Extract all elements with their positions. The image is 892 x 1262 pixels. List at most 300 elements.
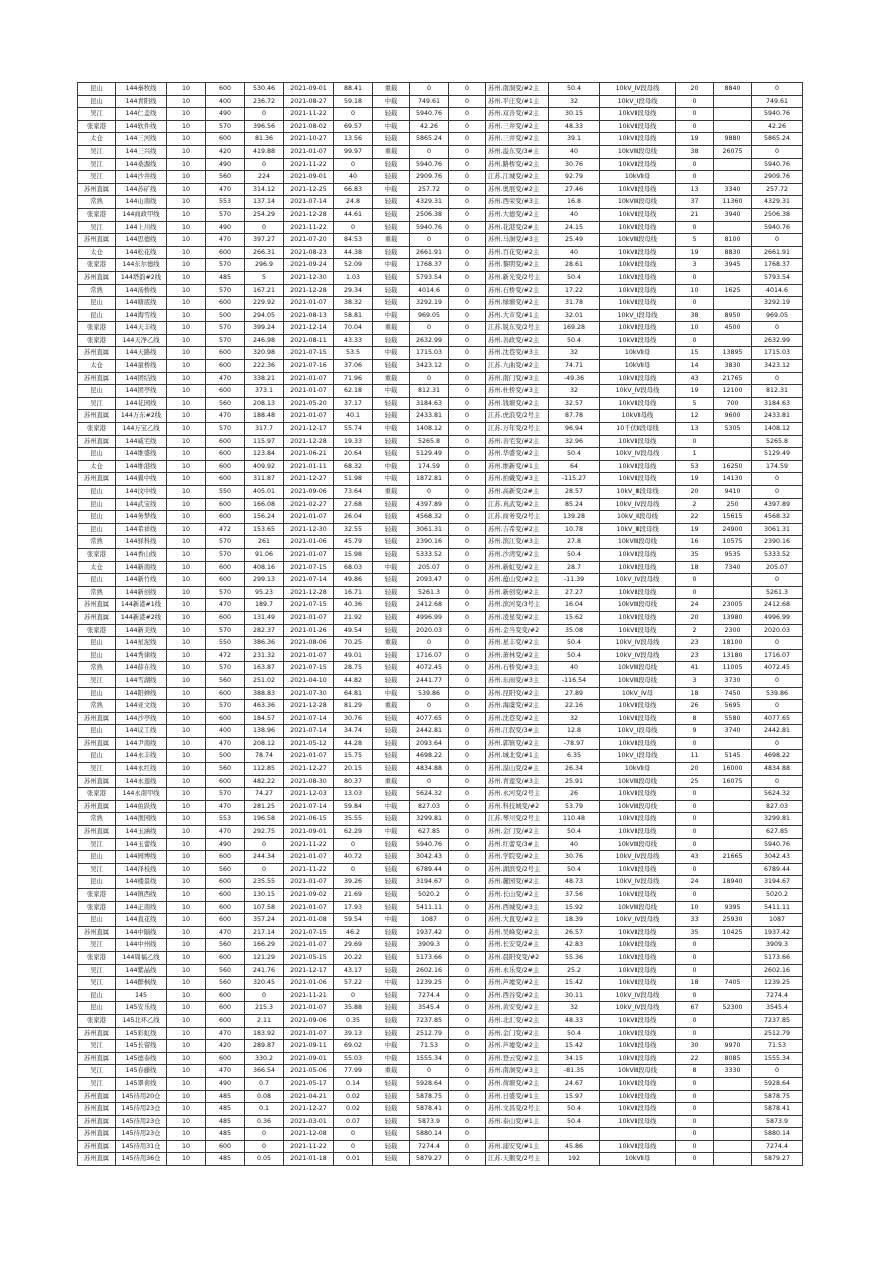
table-cell: 苏州.昆阳变/#2主 [486,687,549,700]
table-cell: 11 [676,750,714,763]
table-cell: 10 [167,322,206,335]
table-cell: 轻载 [373,171,410,184]
table-cell: 812.31 [410,385,449,398]
table-cell: 10kVⅡ段母线 [600,1052,676,1065]
table-cell: 10 [167,410,206,423]
table-cell: 2441.77 [410,674,449,687]
table-row [78,687,803,700]
table-cell: 32 [549,712,600,725]
table-cell: 420 [206,145,245,158]
table-row [78,1040,803,1053]
table-cell: 0 [449,649,486,662]
table-cell: 144天路线 [116,347,167,360]
table-cell: 123.84 [245,448,284,461]
table-cell: 13.03 [334,788,373,801]
table-cell: 吴江 [78,863,116,876]
table-cell: 张家港 [78,901,116,914]
table-cell: 600 [206,989,245,1002]
table-cell: 18 [676,687,714,700]
table-cell: 145长留线 [116,1040,167,1053]
table-cell: 苏州直属 [78,271,116,284]
table-cell: 0 [676,788,714,801]
table-cell: 苏州.杜桥变/#3主 [486,385,549,398]
table-cell [714,826,752,839]
table-cell: 550 [206,637,245,650]
table-cell: 0 [449,1014,486,1027]
table-cell: 3423.12 [410,360,449,373]
table-cell: 30.76 [549,851,600,864]
table-cell: 32 [549,385,600,398]
table-cell: 0 [449,196,486,209]
table-cell: 55.03 [334,1052,373,1065]
table-cell: 0 [449,599,486,612]
table-row [78,183,803,196]
table-cell: 600 [206,611,245,624]
table-cell: 144思德线 [116,234,167,247]
table-cell: 10kVⅡ母线 [600,410,676,423]
table-cell: 0 [449,498,486,511]
table-cell: 0 [245,863,284,876]
table-cell: 13 [676,423,714,436]
table-cell: 0 [449,750,486,763]
table-cell: 10kV_Ⅳ段母线 [600,448,676,461]
table-cell: 2602.16 [410,964,449,977]
table-cell: 张家港 [78,208,116,221]
table-cell: 66.83 [334,183,373,196]
table-row [78,737,803,750]
table-cell: 15.62 [549,611,600,624]
table-cell: 0 [334,863,373,876]
table-cell: 苏州.永河变/2号主 [486,788,549,801]
table-cell: 苏州.维新变/#1主 [486,460,549,473]
table-cell: 3423.12 [752,360,803,373]
table-cell: 10kVⅡ段母线 [600,473,676,486]
table-cell: 10 [167,611,206,624]
table-cell: 2093.64 [410,737,449,750]
table-cell: 2021-07-15 [284,599,334,612]
table-cell: 52300 [714,1002,752,1015]
table-cell: 苏州.浦安变/#1主 [486,1140,549,1153]
table-cell: 苏州直属 [78,1140,116,1153]
table-cell: 苏州直属 [78,712,116,725]
table-cell: 5020.2 [410,889,449,902]
table-cell: 2021-01-07 [284,851,334,864]
table-cell: 10kV_Ⅲ段母线 [600,486,676,499]
table-cell: 中载 [373,120,410,133]
table-cell [714,95,752,108]
table-cell: 23005 [714,599,752,612]
table-cell: 205.07 [752,561,803,574]
table-cell: 10 [167,536,206,549]
table-cell: 49.86 [334,574,373,587]
table-cell: 10kV_Ⅳ段母线 [600,637,676,650]
table-cell: 68.03 [334,561,373,574]
table-cell: 560 [206,397,245,410]
table-cell: 3330 [714,1065,752,1078]
table-cell: 50.4 [549,1027,600,1040]
table-cell: 10 [167,423,206,436]
table-row [78,561,803,574]
table-cell: 重载 [373,1065,410,1078]
table-cell: 10 [167,297,206,310]
table-cell: 10 [167,196,206,209]
table-cell: 10 [167,737,206,750]
table-cell: 5878.75 [752,1090,803,1103]
table-cell: 0.1 [245,1103,284,1116]
table-cell: 183.92 [245,1027,284,1040]
table-cell [714,964,752,977]
table-cell: 0 [449,725,486,738]
table-cell: 苏州.凌星变/#2主 [486,611,549,624]
table-cell: 10kVⅡ母 [600,763,676,776]
table-cell: 昆山 [78,989,116,1002]
table-cell: 408.16 [245,561,284,574]
table-cell [714,813,752,826]
table-cell: 10kVⅢ段母线 [600,838,676,851]
table-cell: 中载 [373,800,410,813]
table-cell: 0 [449,322,486,335]
table-cell: 0 [676,120,714,133]
table-cell: 5173.66 [410,951,449,964]
table-cell: 苏州.高新变/2#主 [486,486,549,499]
table-cell: 485 [206,1115,245,1128]
table-cell: 166.08 [245,498,284,511]
table-cell [486,1128,549,1141]
table-cell: 470 [206,372,245,385]
table-cell: 2021-12-17 [284,964,334,977]
table-cell [714,120,752,133]
table-cell: 昆山 [78,486,116,499]
table-cell: 10 [676,901,714,914]
table-cell: 轻载 [373,410,410,423]
table-cell: 10kVⅡ段母线 [600,334,676,347]
table-cell: 570 [206,334,245,347]
table-cell: 苏州直属 [78,599,116,612]
table-cell: 0 [752,322,803,335]
table-cell: 10 [167,674,206,687]
table-cell: 6789.44 [410,863,449,876]
table-cell: 144塘底线 [116,297,167,310]
table-cell: 10 [167,939,206,952]
table-cell: 145待用23仓 [116,1103,167,1116]
table-row [78,586,803,599]
table-cell: 10kVⅡ段母线 [600,624,676,637]
table-cell: 0 [410,637,449,650]
table-cell: 15.92 [549,901,600,914]
table-row [78,208,803,221]
table-cell: 0 [676,334,714,347]
table-cell: 749.61 [410,95,449,108]
table-cell: 10 [167,700,206,713]
table-cell: 5624.32 [752,788,803,801]
table-cell: 0 [449,423,486,436]
table-cell: 0 [334,838,373,851]
table-cell: 0 [676,1140,714,1153]
table-cell: 10 [167,574,206,587]
table-cell: 244.34 [245,851,284,864]
table-cell: 张家港 [78,1014,116,1027]
table-cell: 44.61 [334,208,373,221]
table-cell: 10kVⅡ段母线 [600,208,676,221]
table-row [78,221,803,234]
table-cell: 苏州.文昌变/2号主 [486,1103,549,1116]
table-cell: 轻载 [373,448,410,461]
table-cell: 轻载 [373,1128,410,1141]
table-cell: 59.54 [334,914,373,927]
table-cell: 5020.2 [752,889,803,902]
table-cell: 0 [449,851,486,864]
table-row [78,901,803,914]
table-cell: 10 [167,95,206,108]
table-cell: 184.57 [245,712,284,725]
table-cell: 87.78 [549,410,600,423]
table-cell: 0 [752,372,803,385]
table-cell: 281.25 [245,800,284,813]
table-cell: 0 [449,372,486,385]
table-cell: 苏州直属 [78,435,116,448]
table-cell: 吴江 [78,1065,116,1078]
table-cell: 15 [676,347,714,360]
table-cell: 8100 [714,234,752,247]
table-cell: 苏州.百花变/#2主 [486,246,549,259]
table-cell: 轻载 [373,271,410,284]
table-cell: 600 [206,385,245,398]
table-cell: 中载 [373,687,410,700]
table-cell: 0 [449,486,486,499]
table-cell: 昆山 [78,914,116,927]
table-cell: 80.37 [334,775,373,788]
table-cell: 14130 [714,473,752,486]
table-cell: 苏州直属 [78,1027,116,1040]
table-cell: 144醉枫线 [116,977,167,990]
table-cell: 0 [449,674,486,687]
table-cell: 64 [549,460,600,473]
table-cell: 10kVⅢ段母线 [600,145,676,158]
table-row [78,977,803,990]
table-cell: 0 [410,145,449,158]
table-cell: 昆山 [78,750,116,763]
table-cell: 0 [676,574,714,587]
table-cell: 0 [676,108,714,121]
table-cell: 苏州.红蕾变/3#主 [486,838,549,851]
table-cell: 5265.8 [752,435,803,448]
table-cell: 0 [449,385,486,398]
table-cell: 37.06 [334,360,373,373]
table-cell: 10kVⅡ段母线 [600,548,676,561]
table-cell: 48.73 [549,876,600,889]
table-cell: 145德泰线 [116,1052,167,1065]
table-cell: 0 [752,637,803,650]
table-cell: 0 [449,523,486,536]
table-cell: 20.64 [334,448,373,461]
table-cell: 2021-12-30 [284,523,334,536]
table-cell: 15.42 [549,1040,600,1053]
table-cell: 1872.81 [410,473,449,486]
table-cell: 397.27 [245,234,284,247]
table-cell: 144桑源线 [116,158,167,171]
table-cell: 5333.52 [752,548,803,561]
table-cell: 4077.65 [752,712,803,725]
table-cell: 10 [167,511,206,524]
table-cell: 470 [206,737,245,750]
table-cell: 50.4 [549,334,600,347]
table-cell: 10kVⅡ段母线 [600,1103,676,1116]
table-cell: 9 [676,725,714,738]
table-cell: 0 [752,83,803,96]
table-cell: 12.8 [549,725,600,738]
table-cell: 10kVⅡ母 [600,171,676,184]
table-cell: 144尹南线 [116,737,167,750]
table-cell: 4698.22 [752,750,803,763]
table-cell: 吴江 [78,158,116,171]
table-row [78,511,803,524]
table-row [78,851,803,864]
table-cell: 144童桥线 [116,360,167,373]
table-cell: 常熟 [78,536,116,549]
table-cell: 235.55 [245,876,284,889]
table-row [78,171,803,184]
table-cell: 28.7 [549,561,600,574]
table-cell: 10575 [714,536,752,549]
table-cell: 0 [676,1014,714,1027]
table-cell: 35.55 [334,813,373,826]
table-cell: 苏州.绿塘变/#2主 [486,297,549,310]
table-cell: 苏州.大市变/#1主 [486,309,549,322]
table-cell: 35 [676,548,714,561]
table-row [78,108,803,121]
table-cell: 0 [449,183,486,196]
table-cell: 229.92 [245,297,284,310]
table-cell: 357.24 [245,914,284,927]
table-cell: 1555.34 [410,1052,449,1065]
table-cell [714,1128,752,1141]
table-cell: 2 [676,498,714,511]
table-cell: 苏州.麓园变/#2主 [486,876,549,889]
table-cell: 38.32 [334,297,373,310]
table-cell: 22 [676,511,714,524]
table-cell: 470 [206,410,245,423]
table-cell: 4329.31 [410,196,449,209]
table-cell: 轻载 [373,951,410,964]
table-cell: 44.38 [334,246,373,259]
table-cell: 0 [449,926,486,939]
table-cell: 21665 [714,851,752,864]
table-cell: 144渔园线 [116,813,167,826]
table-cell: 560 [206,964,245,977]
table-cell: 吴江 [78,108,116,121]
table-cell: 600 [206,1140,245,1153]
table-cell: 0 [410,1065,449,1078]
table-cell: 张家港 [78,120,116,133]
table-cell: 5940.76 [410,108,449,121]
table-cell: 10 [167,360,206,373]
table-cell: 2021-09-06 [284,1014,334,1027]
table-cell: 10kVⅡ段母线 [600,863,676,876]
table-cell: 苏州.吉希变/#2主 [486,523,549,536]
table-cell: 600 [206,297,245,310]
table-cell: 苏州直属 [78,1128,116,1141]
table-cell: 144薛在线 [116,662,167,675]
table-cell: 常熟 [78,662,116,675]
table-cell: 2093.47 [410,574,449,587]
table-cell: 4568.32 [752,511,803,524]
table-cell: 5928.64 [410,1077,449,1090]
table-cell: 10 [167,1115,206,1128]
table-body [78,83,803,1166]
table-cell: 144东尔德线 [116,259,167,272]
table-cell: 0 [449,775,486,788]
table-cell: 2021-01-26 [284,624,334,637]
table-cell: 0 [449,586,486,599]
table-row [78,347,803,360]
table-cell [714,800,752,813]
table-cell: 10 [167,120,206,133]
table-cell: 2909.76 [410,171,449,184]
table-cell: 2021-11-22 [284,158,334,171]
table-row [78,397,803,410]
table-cell: 2602.16 [752,964,803,977]
table-cell: 0 [334,989,373,1002]
table-cell: 2021-07-14 [284,725,334,738]
table-cell: 600 [206,460,245,473]
table-cell: 2021-05-20 [284,397,334,410]
table-cell: 144永莲线 [116,775,167,788]
table-cell: 28.75 [334,662,373,675]
table-cell: 苏州.海虞变/#2主 [486,700,549,713]
table-cell: 苏州.石桥变/#3主 [486,662,549,675]
table-cell: 昆山 [78,725,116,738]
table-cell: 10 [167,889,206,902]
table-cell: 苏州直属 [78,234,116,247]
table-cell: 1768.37 [410,259,449,272]
table-cell: 10kVⅡ段母线 [600,889,676,902]
table-cell: 2021-12-27 [284,473,334,486]
table-cell: 144园博线 [116,851,167,864]
table-cell: 144上川线 [116,221,167,234]
table-cell [714,939,752,952]
table-cell: 21.69 [334,889,373,902]
table-cell: 167.21 [245,284,284,297]
table-cell: 2021-08-13 [284,309,334,322]
table-cell: 2300 [714,624,752,637]
table-cell: 5865.24 [410,133,449,146]
table-cell: 174.59 [410,460,449,473]
table-cell: 4834.88 [752,763,803,776]
table-cell: 2020.03 [410,624,449,637]
table-cell: 轻载 [373,876,410,889]
table-cell: 10 [167,1140,206,1153]
table-cell: 26.34 [549,763,600,776]
table-cell: 130.15 [245,889,284,902]
table-cell: 10 [167,763,206,776]
table-cell: 107.58 [245,901,284,914]
table-cell: 44.28 [334,737,373,750]
table-cell: 67 [676,1002,714,1015]
table-cell: 苏州.石桥变/#2主 [486,284,549,297]
table-cell: 昆山 [78,687,116,700]
table-cell: 59.84 [334,800,373,813]
table-row [78,876,803,889]
table-cell: 144松花线 [116,246,167,259]
table-cell: 11360 [714,196,752,209]
table-cell: 208.12 [245,737,284,750]
table-cell: 30.11 [549,989,600,1002]
table-cell: 苏州.三井变/#2主 [486,133,549,146]
table-cell: 10 [167,284,206,297]
table-cell: 16 [676,536,714,549]
table-cell: 0 [449,334,486,347]
table-cell: 0 [449,309,486,322]
